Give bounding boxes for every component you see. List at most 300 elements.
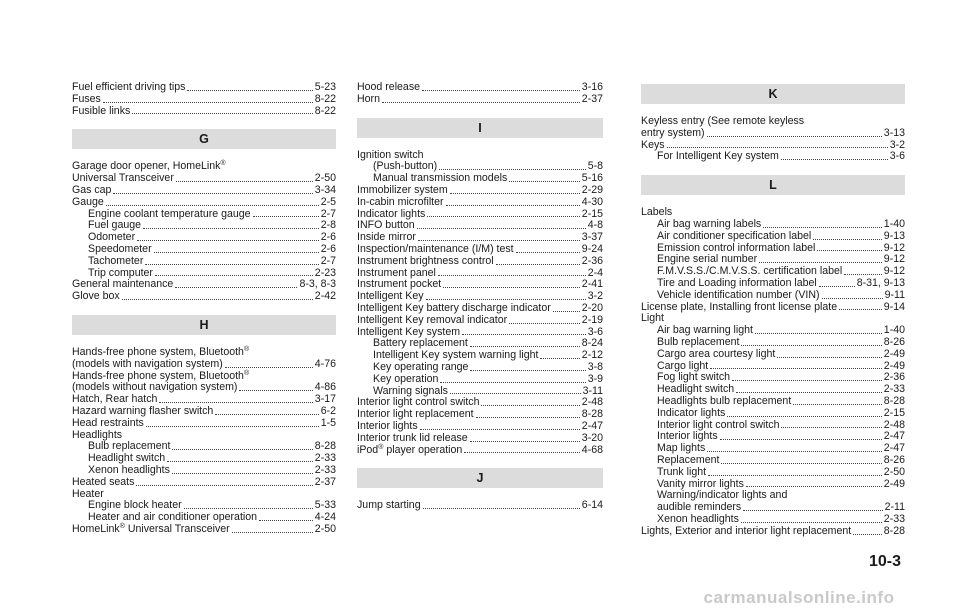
entry-label: Hood release	[357, 81, 421, 93]
dot-leader	[707, 451, 882, 452]
page-reference: 5-33	[314, 499, 336, 512]
dot-leader	[813, 239, 882, 240]
entry-label: Warning signals	[373, 384, 448, 397]
page-reference: 2-41	[581, 278, 603, 291]
entry-label: Interior trunk lid release	[357, 431, 468, 444]
entry-label: Instrument brightness control	[357, 254, 494, 267]
entry-text	[72, 524, 230, 536]
page-reference: 2-49	[883, 347, 905, 360]
entry-label: Trunk light	[657, 465, 707, 478]
index-entry	[72, 524, 336, 536]
entry-label: Battery replacement	[373, 337, 468, 350]
page-reference: 2-37	[314, 475, 336, 488]
page-reference: 5-8	[587, 160, 603, 173]
dot-leader	[440, 382, 585, 383]
page-reference: 2-4	[587, 266, 603, 279]
page-reference: 9-14	[883, 300, 905, 313]
dot-leader	[708, 475, 882, 476]
section-header: I	[357, 118, 603, 138]
page-reference: 4-68	[581, 443, 603, 456]
entry-text	[72, 370, 249, 382]
page-reference: 2-19	[581, 313, 603, 326]
registered-mark: ®	[378, 443, 384, 451]
page-reference: 4-8	[587, 219, 603, 232]
page-reference: 4-24	[314, 511, 336, 524]
index-column-1	[72, 82, 336, 536]
page-reference: 3-2	[587, 290, 603, 303]
page-reference: 4-76	[314, 357, 336, 370]
page-reference: 2-6	[320, 231, 336, 244]
entry-label: Lights, Exterior and interior light replacement	[641, 524, 852, 537]
dot-leader	[159, 402, 312, 403]
dot-leader	[172, 449, 312, 450]
page-reference: 2-33	[314, 452, 336, 465]
dot-leader	[516, 252, 580, 253]
entry-label: Interior lights	[357, 419, 418, 432]
dot-leader	[422, 90, 580, 91]
page-reference: 1-40	[883, 324, 905, 337]
entry-label: Tire and Loading information label	[657, 276, 817, 289]
page-reference: 3-34	[314, 183, 336, 196]
dot-leader	[755, 333, 882, 334]
entry-label: Trip computer	[88, 266, 153, 279]
index-entry	[641, 151, 905, 163]
entry-label: Intelligent Key system warning light	[373, 349, 539, 362]
index-entry	[72, 173, 336, 185]
index-entry	[72, 106, 336, 118]
entry-label: Garage door opener, HomeLink	[72, 160, 221, 173]
entry-label: Air bag warning light	[657, 324, 753, 337]
entry-label: Bulb replacement	[88, 440, 171, 453]
dot-leader	[137, 240, 319, 241]
index-entry	[357, 82, 603, 94]
page-reference: 3-17	[314, 393, 336, 406]
entry-label: Engine block heater	[88, 499, 182, 512]
section-header: K	[641, 84, 905, 104]
dot-leader	[187, 90, 312, 91]
dot-leader	[476, 417, 580, 418]
dot-leader	[146, 426, 319, 427]
entry-label: Engine serial number	[657, 253, 758, 266]
page-reference: 9-12	[883, 241, 905, 254]
entry-label: Engine coolant temperature gauge	[88, 207, 251, 220]
dot-leader	[763, 227, 882, 228]
entry-label: Fuses	[72, 92, 101, 105]
dot-leader	[793, 404, 882, 405]
entry-label: Indicator lights	[657, 406, 726, 419]
dot-leader	[172, 473, 313, 474]
entry-label: F.M.V.S.S./C.M.V.S.S. certification label	[657, 265, 843, 278]
entry-label: Heated seats	[72, 475, 135, 488]
page-reference: 3-37	[581, 231, 603, 244]
entry-label: Vehicle identification number (VIN)	[657, 288, 820, 301]
entry-label: Air conditioner specification label	[657, 229, 812, 242]
entry-label: Instrument pocket	[357, 278, 442, 291]
entry-label: Replacement	[657, 453, 720, 466]
page-reference: 2-42	[314, 290, 336, 303]
dot-leader	[777, 357, 881, 358]
dot-leader	[443, 287, 580, 288]
entry-label: Inside mirror	[357, 231, 416, 244]
page-reference: 9-13	[883, 229, 905, 242]
dot-leader	[426, 299, 586, 300]
dot-leader	[154, 252, 319, 253]
dot-leader	[450, 393, 581, 394]
entry-text	[657, 151, 779, 163]
entry-label: (Push-button)	[373, 160, 438, 173]
page-reference: 8-31, 9-13	[856, 276, 905, 289]
page-reference: 2-33	[314, 463, 336, 476]
entry-label: Cargo light	[657, 359, 709, 372]
index-entry	[641, 526, 905, 538]
dot-leader	[215, 414, 318, 415]
page-reference: 3-6	[587, 325, 603, 338]
entry-label: Interior light control switch	[657, 418, 780, 431]
entry-label: Hatch, Rear hatch	[72, 393, 158, 406]
entry-label: Gauge	[72, 195, 104, 208]
page-reference: 2-29	[581, 183, 603, 196]
dot-leader	[553, 311, 580, 312]
entry-label: Key operation	[373, 372, 439, 385]
entry-label: Key operating range	[373, 360, 469, 373]
page-reference: 8-3, 8-3	[299, 278, 336, 291]
entry-label: Jump starting	[357, 499, 421, 512]
dot-leader	[439, 169, 586, 170]
dot-leader	[746, 486, 882, 487]
dot-leader	[470, 370, 585, 371]
dot-leader	[239, 390, 312, 391]
index-entry	[641, 302, 905, 314]
entry-label: In-cabin microfilter	[357, 195, 444, 208]
dot-leader	[710, 368, 882, 369]
dot-leader	[470, 441, 580, 442]
dot-leader	[781, 427, 881, 428]
entry-label: Keys	[641, 138, 665, 151]
entry-label: Intelligent Key system	[357, 325, 461, 338]
page-reference: 8-28	[883, 394, 905, 407]
entry-label: Xenon headlights	[88, 463, 170, 476]
entry-text	[641, 312, 664, 324]
dot-leader	[464, 452, 580, 453]
page-reference: 9-24	[581, 242, 603, 255]
entry-label: Fog light switch	[657, 371, 731, 384]
dot-leader	[259, 520, 313, 521]
page-reference: 2-50	[883, 465, 905, 478]
page-reference: 3-8	[587, 360, 603, 373]
entry-label: Bulb replacement	[657, 335, 740, 348]
dot-leader	[253, 216, 319, 217]
page-reference: 2-12	[581, 349, 603, 362]
page-reference: 2-33	[883, 512, 905, 525]
dot-leader	[446, 205, 580, 206]
entry-label: Glove box	[72, 290, 120, 303]
entry-label: Intelligent Key	[357, 290, 424, 303]
entry-label: Air bag warning labels	[657, 217, 762, 230]
entry-label: Heater and air conditioner operation	[88, 511, 258, 524]
page-reference: 2-11	[884, 501, 905, 514]
entry-label: For Intelligent Key system	[657, 150, 779, 163]
entry-text	[641, 115, 804, 127]
page-reference: 2-36	[581, 254, 603, 267]
entry-text	[72, 291, 120, 303]
entry-label: Cargo area courtesy light	[657, 347, 776, 360]
page-reference: 8-28	[314, 440, 336, 453]
dot-leader	[417, 228, 586, 229]
dot-leader	[817, 250, 881, 251]
page-reference: 3-16	[581, 81, 603, 93]
dot-leader	[470, 346, 580, 347]
dot-leader	[819, 286, 855, 287]
dot-leader	[106, 205, 319, 206]
entry-label: audible reminders	[657, 501, 742, 514]
watermark[interactable]: carmanualsonline.info	[703, 588, 895, 607]
registered-mark: ®	[119, 522, 125, 530]
dot-leader	[707, 136, 882, 137]
dot-leader	[175, 287, 297, 288]
dot-leader	[136, 485, 312, 486]
section-header: J	[357, 468, 603, 488]
page-reference: 6-14	[581, 499, 603, 512]
page-reference: 8-26	[883, 453, 905, 466]
page-reference: 2-7	[320, 254, 336, 267]
page-reference: 3-13	[883, 126, 905, 139]
entry-text	[72, 160, 226, 172]
dot-leader	[113, 193, 312, 194]
entry-text	[72, 429, 122, 441]
dot-leader	[822, 298, 883, 299]
entry-label: Headlights bulb replacement	[657, 394, 792, 407]
page-reference: 2-6	[320, 242, 336, 255]
section-header: G	[72, 129, 336, 149]
entry-label: Emission control information label	[657, 241, 816, 254]
page-reference: 8-26	[883, 335, 905, 348]
dot-leader	[143, 228, 319, 229]
entry-label: Interior light replacement	[357, 408, 474, 421]
page-reference: 2-15	[581, 207, 603, 220]
entry-label: Headlight switch	[657, 383, 735, 396]
page-reference: 8-22	[314, 92, 336, 105]
entry-label: Headlights	[72, 428, 123, 441]
page-reference: 2-50	[314, 172, 336, 185]
entry-text	[357, 149, 424, 161]
dot-leader	[382, 102, 580, 103]
entry-text	[657, 489, 787, 501]
dot-leader	[743, 510, 882, 511]
dot-leader	[667, 147, 888, 148]
entry-label: Gas cap	[72, 183, 112, 196]
entry-label: Labels	[641, 206, 673, 219]
dot-leader	[781, 159, 888, 160]
entry-label: Light	[641, 312, 664, 325]
dot-leader	[232, 532, 313, 533]
dot-leader	[727, 416, 881, 417]
page-reference: 8-22	[314, 104, 336, 117]
dot-leader	[509, 181, 580, 182]
page-reference: 2-48	[883, 418, 905, 431]
dot-leader	[540, 358, 579, 359]
dot-leader	[759, 262, 882, 263]
entry-label: License plate, Installing front license plate	[641, 300, 838, 313]
entry-label: Xenon headlights	[657, 512, 739, 525]
page-reference: 5-23	[314, 81, 336, 93]
dot-leader	[184, 508, 313, 509]
entry-text	[72, 106, 130, 118]
entry-label: Horn	[357, 92, 380, 105]
dot-leader	[720, 439, 882, 440]
page-reference: 4-86	[314, 381, 336, 394]
entry-text	[72, 488, 104, 500]
registered-mark: ®	[243, 345, 250, 353]
page-reference: 2-49	[883, 477, 905, 490]
page-reference: 4-30	[581, 195, 603, 208]
page-reference: 2-36	[883, 371, 905, 384]
index-entry	[72, 291, 336, 303]
entry-label: Map lights	[657, 442, 706, 455]
entry-label: Ignition switch	[357, 148, 424, 161]
entry-label: Intelligent Key removal indicator	[357, 313, 508, 326]
dot-leader	[132, 113, 313, 114]
index-entry	[72, 185, 336, 197]
dot-leader	[450, 193, 580, 194]
page-reference: 2-49	[883, 359, 905, 372]
dot-leader	[167, 461, 313, 462]
entry-label: General maintenance	[72, 278, 174, 291]
page-reference: 3-11	[582, 384, 603, 397]
entry-text	[641, 526, 851, 538]
page-reference: 3-6	[889, 150, 905, 163]
page-reference: 5-16	[581, 172, 603, 185]
entry-label: Headlight switch	[88, 452, 166, 465]
entry-text	[641, 206, 672, 218]
dot-leader	[225, 367, 313, 368]
entry-label: Fuel efficient driving tips	[72, 81, 186, 93]
dot-leader	[427, 216, 579, 217]
page-reference: 2-33	[883, 383, 905, 396]
dot-leader	[423, 508, 580, 509]
page-reference: 3-9	[587, 372, 603, 385]
page-reference: 1-5	[320, 416, 336, 429]
entry-label: (models without navigation system)	[72, 381, 238, 394]
entry-label: Fusible links	[72, 104, 131, 117]
index-entry	[72, 477, 336, 489]
page-reference: 8-28	[883, 524, 905, 537]
entry-label: Keyless entry (See remote keyless	[641, 115, 805, 127]
dot-leader	[462, 334, 586, 335]
entry-label: Head restraints	[72, 416, 144, 429]
section-header: H	[72, 315, 336, 335]
entry-label: Hands-free phone system, Bluetooth	[72, 369, 244, 382]
entry-label: Indicator lights	[357, 207, 426, 220]
entry-label: HomeLink	[72, 522, 120, 535]
entry-label: Inspection/maintenance (I/M) test	[357, 242, 514, 255]
index-column-3	[641, 82, 905, 538]
page-reference: 2-47	[883, 430, 905, 443]
entry-label: Hazard warning flasher switch	[72, 404, 214, 417]
entry-label: Intelligent Key battery discharge indicator	[357, 301, 551, 314]
page-reference: 9-12	[883, 253, 905, 266]
page-reference: 3-2	[889, 138, 905, 151]
dot-leader	[418, 240, 580, 241]
index-entry	[641, 128, 905, 140]
entry-text	[641, 302, 837, 314]
dot-leader	[438, 275, 586, 276]
index-entry	[357, 94, 603, 106]
page-reference: 2-50	[314, 522, 336, 535]
entry-label: Instrument panel	[357, 266, 436, 279]
entry-label-rest: player operation	[383, 443, 463, 456]
section-header: L	[641, 175, 905, 195]
dot-leader	[420, 429, 580, 430]
entry-label: Warning/indicator lights and	[657, 489, 788, 502]
page-reference: 1-40	[883, 217, 905, 230]
registered-mark: ®	[243, 369, 250, 377]
dot-leader	[741, 522, 882, 523]
entry-label: Heater	[72, 487, 104, 500]
dot-leader	[176, 181, 313, 182]
page-reference: 2-15	[883, 406, 905, 419]
entry-text	[357, 445, 462, 457]
dot-leader	[103, 102, 313, 103]
page-reference: 2-7	[320, 207, 336, 220]
page-reference: 2-47	[883, 442, 905, 455]
entry-label: Immobilizer system	[357, 183, 448, 196]
page-reference: 8-28	[581, 408, 603, 421]
entry-text	[357, 94, 380, 106]
dot-leader	[496, 264, 580, 265]
entry-label: entry system)	[641, 126, 705, 139]
dot-leader	[736, 392, 882, 393]
page-reference: 2-8	[320, 219, 336, 232]
page-reference: 2-5	[320, 195, 336, 208]
dot-leader	[721, 463, 881, 464]
entry-label: INFO button	[357, 219, 415, 232]
page-reference: 8-24	[581, 337, 603, 350]
index-column-2	[357, 82, 603, 512]
entry-label: Interior light control switch	[357, 396, 480, 409]
entry-text	[72, 346, 249, 358]
dot-leader	[839, 309, 882, 310]
entry-label-rest: Universal Transceiver	[124, 522, 230, 535]
dot-leader	[509, 323, 580, 324]
entry-label: iPod	[357, 443, 379, 456]
page-reference: 9-12	[883, 265, 905, 278]
entry-label: Speedometer	[88, 242, 152, 255]
dot-leader	[155, 275, 313, 276]
page-reference: 3-20	[581, 431, 603, 444]
index-entry	[357, 445, 603, 457]
entry-label: Tachometer	[88, 254, 144, 267]
entry-label: Hands-free phone system, Bluetooth	[72, 345, 244, 358]
entry-label: (models with navigation system)	[72, 357, 223, 370]
page-number: 10-3	[869, 553, 902, 570]
entry-label: Universal Transceiver	[72, 172, 174, 185]
page-reference: 2-47	[581, 419, 603, 432]
dot-leader	[741, 345, 881, 346]
index-entry	[357, 500, 603, 512]
registered-mark: ®	[220, 160, 226, 168]
dot-leader	[122, 299, 313, 300]
dot-leader	[732, 380, 882, 381]
dot-leader	[145, 264, 318, 265]
entry-label: Manual transmission models	[373, 172, 508, 185]
page-reference: 6-2	[320, 404, 336, 417]
dot-leader	[853, 534, 882, 535]
page-reference: 2-20	[581, 301, 603, 314]
entry-label: Interior lights	[657, 430, 718, 443]
page-reference: 2-23	[314, 266, 336, 279]
dot-leader	[481, 405, 579, 406]
entry-label: Vanity mirror lights	[657, 477, 744, 490]
